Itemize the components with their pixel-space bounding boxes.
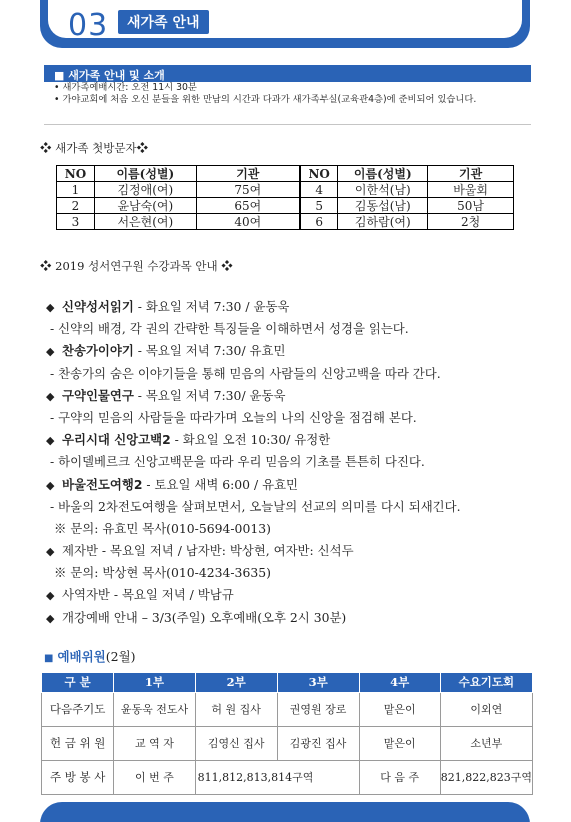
worship-header-cell: 1부: [114, 673, 195, 692]
intro-heading: [44, 65, 531, 82]
table-cell: 2: [57, 198, 95, 214]
worship-header-cell: 3부: [277, 673, 359, 692]
intro-heading-text: 새가족 안내 및 소개: [68, 69, 165, 82]
diamond-icon: ◆: [46, 611, 55, 625]
intro-line-time: • 새가족예배시간: 오전 11시 30분: [54, 82, 197, 93]
course-info: - 목요일 저녁 7:30/ 윤동욱: [133, 387, 286, 403]
table-cell: 821,822,823구역: [440, 760, 532, 794]
section-number: 03: [68, 8, 109, 43]
table-cell: 허 원 집사: [195, 692, 277, 726]
visitors-caption: ❖ 새가족 첫방문자❖: [40, 141, 149, 155]
diamond-icon: ◆: [46, 345, 55, 359]
table-cell: 65여: [196, 198, 300, 214]
table-cell: 6: [300, 214, 338, 230]
table-row: [57, 214, 514, 230]
table-row: [42, 760, 533, 794]
contact-note: ※ 문의: 박상현 목사(010-4234-3635): [54, 565, 271, 581]
diamond-icon: ◆: [46, 301, 55, 314]
table-cell: 40여: [196, 214, 300, 230]
course-desc: - 찬송가의 숨은 이야기들을 통해 믿음의 사람들의 신앙고백을 따라 간다.: [50, 365, 441, 381]
course-info: - 화요일 오전 10:30/ 유정한: [170, 432, 331, 448]
course-desc: - 하이델베르크 신앙고백문을 따라 우리 믿음의 기초를 튼튼히 다진다.: [50, 454, 425, 470]
table-cell: 이한석(남): [338, 182, 428, 198]
visitors-table: [56, 165, 514, 230]
table-cell: 권영원 장로: [277, 692, 359, 726]
minister-class: 사역자반 - 목요일 저녁 / 박남규: [62, 587, 234, 603]
worship-header-cell: 구 분: [42, 673, 114, 692]
table-cell: 5: [300, 198, 338, 214]
course-desc: - 바울의 2차전도여행을 살펴보면서, 오늘날의 선교의 의미를 다시 되새긴다.: [50, 498, 461, 514]
table-cell: 4: [300, 182, 338, 198]
table-cell: [195, 760, 359, 794]
list-item: [46, 429, 556, 451]
table-cell: 3: [57, 214, 95, 230]
table-cell: 윤동욱 전도사: [114, 692, 195, 726]
visitors-header-no: NO: [57, 166, 95, 182]
course-desc: - 구약의 믿음의 사람들을 따라가며 오늘의 나의 신앙을 점검해 본다.: [50, 409, 417, 425]
diamond-icon: ◆: [46, 389, 55, 403]
intro-line-welcome: • 가야교회에 처음 오신 분들을 위한 만남의 시간과 다과가 새가족부실(교육관4층)에 준비되어 있습니다.: [54, 94, 477, 105]
table-cell: 이 번 주: [114, 760, 195, 794]
table-cell: 2청: [428, 214, 514, 230]
table-cell: 김정애(여): [94, 182, 196, 198]
table-cell: 맡은이: [359, 692, 440, 726]
visitors-header-row: [57, 166, 514, 182]
worship-title: [44, 647, 136, 665]
list-item: [46, 584, 556, 606]
table-cell: 맡은이: [359, 726, 440, 760]
section-header-bar: [40, 0, 530, 48]
course-info: - 화요일 저녁 7:30 / 윤동욱: [133, 299, 290, 314]
table-cell: 75여: [196, 182, 300, 198]
worship-title-text: 예배위원: [57, 649, 106, 664]
table-cell: 윤남숙(여): [94, 198, 196, 214]
table-cell: 서은현(여): [94, 214, 196, 230]
course-name: 우리시대 신앙고백2: [62, 432, 171, 448]
visitors-header-no-2: NO: [300, 166, 338, 182]
table-cell: 다 음 주: [359, 760, 440, 794]
visitors-header-name: 이름(성별): [94, 166, 196, 182]
list-item: [46, 474, 556, 496]
contact-note: ※ 문의: 유효민 목사(010-5694-0013): [54, 520, 271, 536]
table-cell: 김하람(여): [338, 214, 428, 230]
diamond-icon: ◆: [46, 478, 55, 492]
intro-box: [44, 65, 531, 125]
table-cell: 김동섭(남): [338, 198, 428, 214]
square-icon: ■: [54, 69, 65, 82]
worship-table: [41, 673, 533, 795]
visitors-header-org-2: 기관: [428, 166, 514, 182]
diamond-icon: ◆: [46, 589, 55, 603]
course-name: 신약성서읽기: [62, 299, 134, 314]
table-cell: 이외연: [440, 692, 532, 726]
list-item: [46, 340, 556, 362]
table-cell: 주 방 봉 사: [42, 760, 114, 794]
courses-caption: ❖ 2019 성서연구원 수강과목 안내 ❖: [40, 259, 233, 273]
list-item: [46, 385, 556, 407]
table-row: [57, 182, 514, 198]
table-cell: 김영신 집사: [195, 726, 277, 760]
visitors-header-name-2: 이름(성별): [338, 166, 428, 182]
course-name: 찬송가이야기: [62, 343, 134, 359]
this-week-groups: 811,812,813,814구역: [197, 771, 314, 784]
visitors-header-org: 기관: [196, 166, 300, 182]
table-cell: 교 역 자: [114, 726, 195, 760]
worship-header-cell: 수요기도회: [440, 673, 532, 692]
table-cell: 김광진 집사: [277, 726, 359, 760]
table-row: [42, 692, 533, 726]
table-cell: 헌 금 위 원: [42, 726, 114, 760]
table-cell: 바울회: [428, 182, 514, 198]
course-desc: - 신약의 배경, 각 권의 간략한 특징들을 이해하면서 성경을 읽는다.: [50, 321, 409, 337]
course-name: 구약인물연구: [62, 387, 134, 403]
section-title: 새가족 안내: [118, 10, 209, 34]
list-item: [46, 540, 556, 562]
diamond-icon: ◆: [46, 434, 55, 448]
square-icon: ■: [44, 653, 54, 664]
opening-service: 개강예배 안내 – 3/3(주일) 오후예배(오후 2시 30분): [62, 609, 347, 625]
diamond-icon: ◆: [46, 545, 55, 559]
table-cell: 다음주기도: [42, 692, 114, 726]
worship-month: (2월): [105, 649, 136, 664]
disciple-class: 제자반 - 목요일 저녁 / 남자반: 박상현, 여자반: 신석두: [62, 543, 354, 559]
table-cell: 50남: [428, 198, 514, 214]
course-name: 바울전도여행2: [62, 476, 143, 492]
list-item: [46, 296, 556, 318]
course-list: [46, 296, 556, 629]
course-info: - 토요일 새벽 6:00 / 유효민: [142, 476, 299, 492]
table-row: [42, 726, 533, 760]
table-row: [57, 198, 514, 214]
table-cell: 소년부: [440, 726, 532, 760]
course-info: - 목요일 저녁 7:30/ 유효민: [133, 343, 286, 359]
table-cell: 1: [57, 182, 95, 198]
list-item: [46, 607, 556, 629]
worship-header-row: [42, 673, 533, 692]
worship-header-cell: 4부: [359, 673, 440, 692]
footer-bar: [40, 802, 530, 822]
worship-header-cell: 2부: [195, 673, 277, 692]
